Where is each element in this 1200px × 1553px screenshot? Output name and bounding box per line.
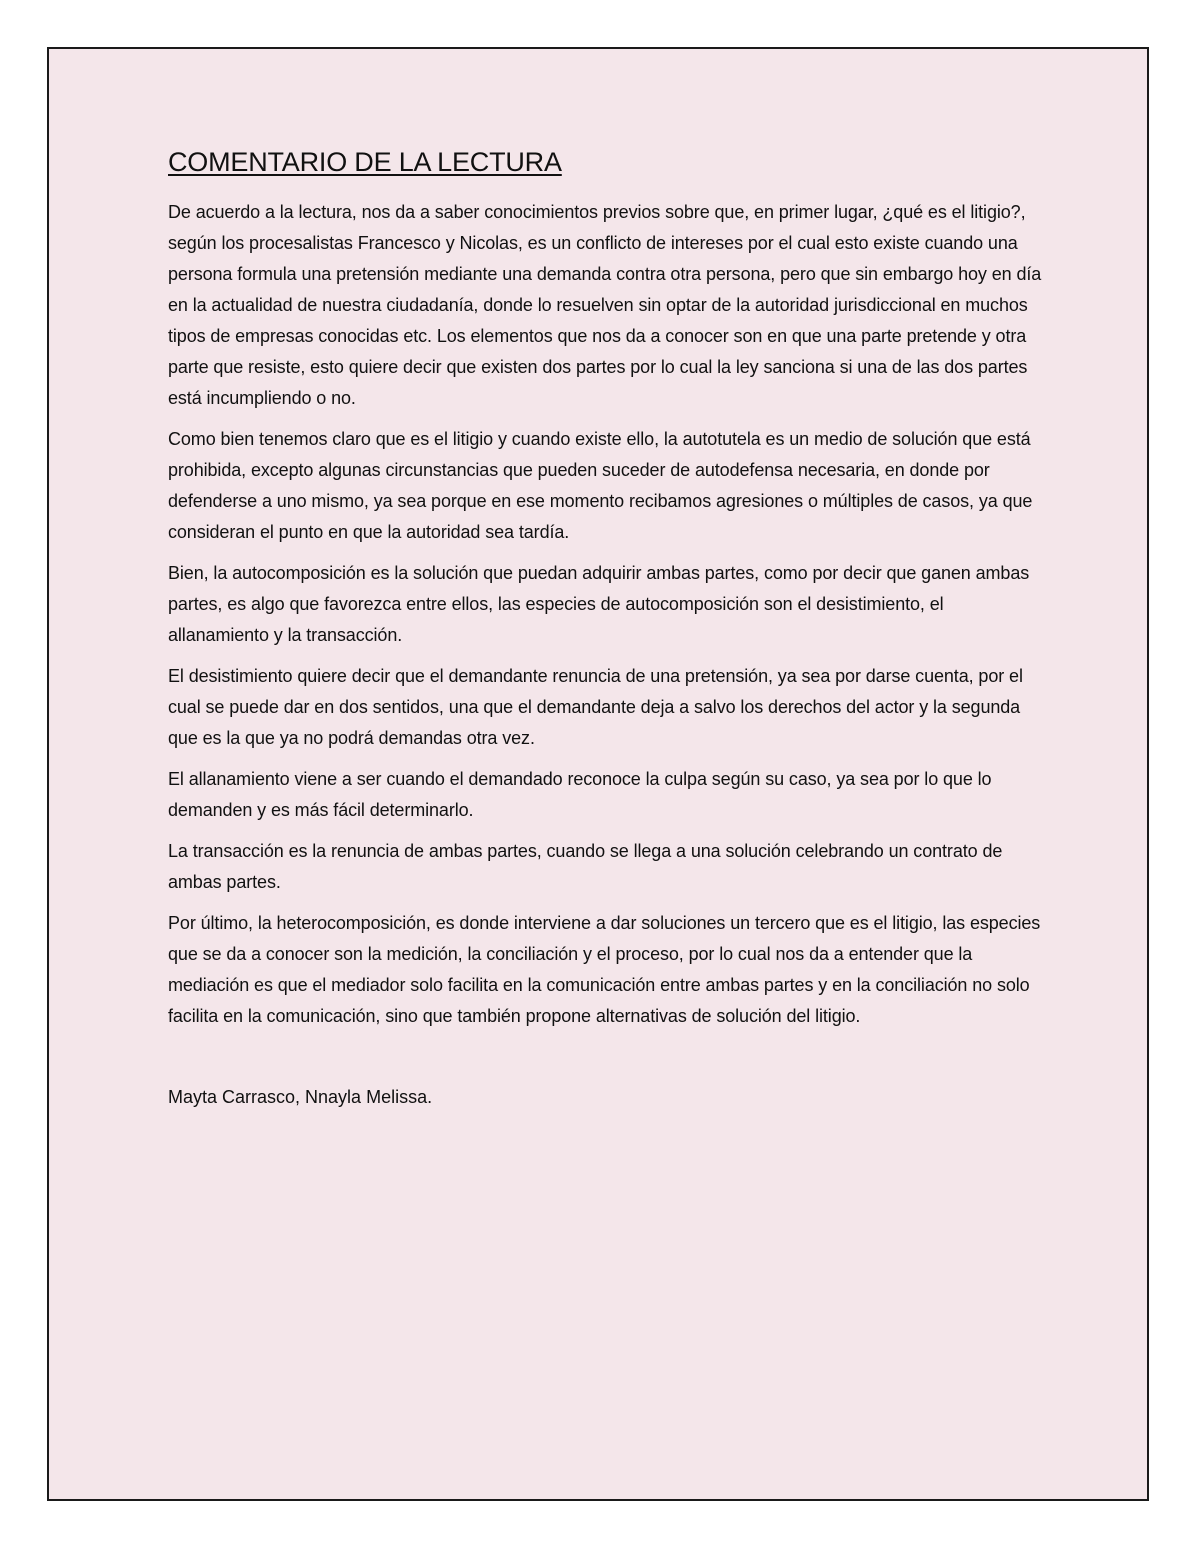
paragraph-5: El allanamiento viene a ser cuando el demandado reconoce la culpa según su caso, ya sea por lo que lo demanden y es más fácil determinarlo. [168, 769, 992, 820]
page-frame [47, 47, 1149, 1501]
paragraph-3: Bien, la autocomposición es la solución que puedan adquirir ambas partes, como por decir que ganen ambas partes, es algo que favorezca entre ellos, las especies de autocomposición son el desistimiento, el allanamiento y la transacción. [168, 563, 1030, 645]
paragraph-6: La transacción es la renuncia de ambas partes, cuando se llega a una solución celebrando un contrato de ambas partes. [168, 841, 1003, 892]
paragraph-1: De acuerdo a la lectura, nos da a saber conocimientos previos sobre que, en primer lugar, ¿qué es el litigio?, según los procesalistas Francesco y Nicolas, es un conflicto de intereses por el cual esto existe cuando una persona formula una pretensión mediante una demanda contra otra persona, pero que sin embargo hoy en día en la actualidad de nuestra ciudadanía, donde lo resuelven sin optar de la autoridad jurisdiccional en muchos tipos de empresas conocidas etc. Los elementos que nos da a conocer son en que una parte pretende y otra parte que resiste, esto quiere decir que existen dos partes por lo cual la ley sanciona si una de las dos partes está incumpliendo o no. [168, 202, 1042, 408]
document-content [168, 145, 1048, 1113]
author-signature: Mayta Carrasco, Nnayla Melissa. [168, 1087, 433, 1107]
paragraph-7: Por último, la heterocomposición, es donde interviene a dar soluciones un tercero que es el litigio, las especies que se da a conocer son la medición, la conciliación y el proceso, por lo cual nos da a entender que la mediación es que el mediador solo facilita en la comunicación entre ambas partes y en la conciliación no solo facilita en la comunicación, sino que también propone alternativas de solución del litigio. [168, 913, 1041, 1026]
paragraph-4: El desistimiento quiere decir que el demandante renuncia de una pretensión, ya sea por darse cuenta, por el cual se puede dar en dos sentidos, una que el demandante deja a salvo los derechos del actor y la segunda que es la que ya no podrá demandas otra vez. [168, 666, 1023, 748]
paragraph-2: Como bien tenemos claro que es el litigio y cuando existe ello, la autotutela es un medio de solución que está prohibida, excepto algunas circunstancias que pueden suceder de autodefensa necesaria, en donde por defenderse a uno mismo, ya sea porque en ese momento recibamos agresiones o múltiples de casos, ya que consideran el punto en que la autoridad sea tardía. [168, 429, 1033, 542]
document-title: COMENTARIO DE LA LECTURA [168, 147, 562, 177]
